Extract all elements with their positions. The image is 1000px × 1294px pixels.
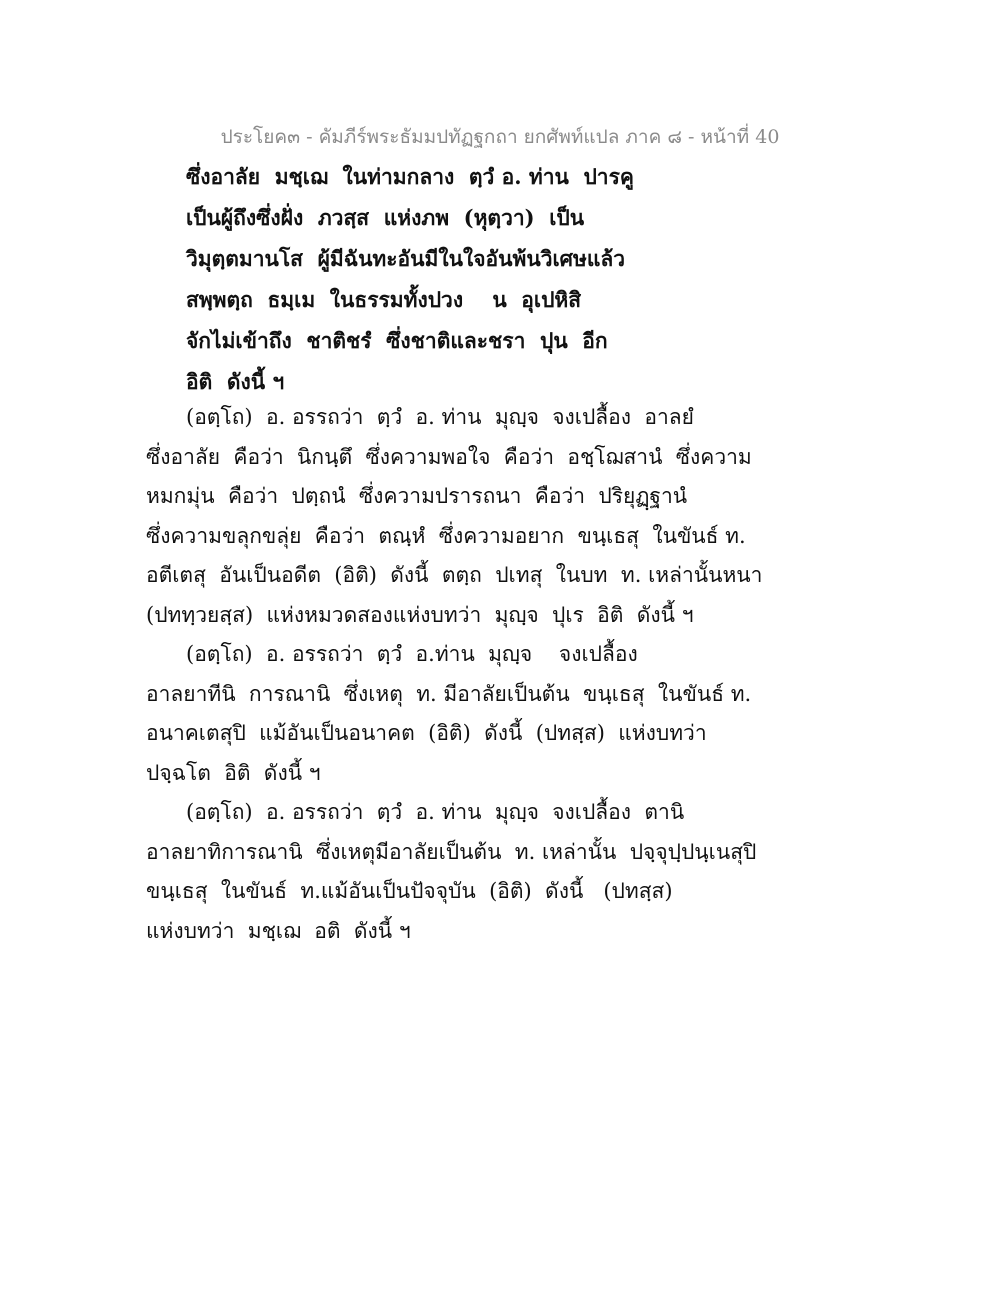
- text-line: ซึ่งอาลัย คือว่า นิกนฺตึ ซึ่งความพอใจ คือว่า อชฺโฌสานํ ซึ่งความ: [146, 444, 752, 469]
- text-line: แห่งบทว่า มชฺเฌ อติ ดังนี้ ฯ: [146, 918, 411, 943]
- verse-line: จักไม่เข้าถึง ชาติชรํ ซึ่งชาติและชรา ปุน อีก: [186, 328, 608, 353]
- verse-line: อิติ ดังนี้ ฯ: [186, 369, 285, 394]
- text-line: (ปททฺวยสฺส) แห่งหมวดสองแห่งบทว่า มุญฺจ ปุเร อิติ ดังนี้ ฯ: [146, 602, 694, 627]
- text-line: (อตฺโถ) อ. อรรถว่า ตฺวํ อ. ท่าน มุญฺจ จงเปลื้อง ตานิ: [186, 800, 685, 824]
- running-header: ประโยค๓ - คัมภีร์พระธัมมปทัฏฐกถา ยกศัพท์แปล ภาค ๘ - หน้าที่ 40: [220, 126, 780, 148]
- text-line: ปจฺฉโต อิติ ดังนี้ ฯ: [146, 760, 321, 785]
- text-line: (อตฺโถ) อ. อรรถว่า ตฺวํ อ.ท่าน มุญฺจ จงเปลื้อง: [186, 642, 638, 666]
- text-line: (อตฺโถ) อ. อรรถว่า ตฺวํ อ. ท่าน มุญฺจ จงเปลื้อง อาลยํ: [186, 405, 694, 429]
- verse-line: เป็นผู้ถึงซึ่งฝั่ง ภวสฺส แห่งภพ (หุตฺวา) เป็น: [186, 205, 585, 230]
- text-line: อาลยาทีนิ การณานิ ซึ่งเหตุ ท. มีอาลัยเป็นต้น ขนฺเธสุ ในขันธ์ ท.: [146, 681, 752, 706]
- text-line: อตีเตสุ อันเป็นอดีต (อิติ) ดังนี้ ตตฺถ ปเทสุ ในบท ท. เหล่านั้นหนา: [146, 563, 763, 587]
- text-line: อนาคเตสุปิ แม้อันเป็นอนาคต (อิติ) ดังนี้ (ปทสฺส) แห่งบทว่า: [146, 721, 707, 745]
- verse-line: วิมุตฺตมานโส ผู้มีฉันทะอันมีในใจอันพ้นวิเศษแล้ว: [186, 246, 626, 271]
- commentary-text: [146, 398, 763, 951]
- verse-line: ซึ่งอาลัย มชฺเฌ ในท่ามกลาง ตฺวํ อ. ท่าน ปารคู: [186, 164, 634, 189]
- text-line: ขนฺเธสุ ในขันธ์ ท.แม้อันเป็นปัจจุบัน (อิติ) ดังนี้ (ปทสฺส): [146, 879, 673, 903]
- text-line: อาลยาทิการณานิ ซึ่งเหตุมีอาลัยเป็นต้น ท. เหล่านั้น ปจฺจุปฺปนฺเนสุปิ: [146, 839, 757, 864]
- text-line: ซึ่งความขลุกขลุ่ย คือว่า ตณฺหํ ซึ่งความอยาก ขนฺเธสุ ในขันธ์ ท.: [146, 523, 746, 548]
- verse-block: [186, 156, 634, 402]
- text-line: หมกมุ่น คือว่า ปตฺถนํ ซึ่งความปรารถนา คือว่า ปริยุฏฺฐานํ: [146, 484, 688, 508]
- verse-line: สพฺพตฺถ ธมฺเม ในธรรมทั้งปวง น อุเปหิสิ: [186, 287, 582, 312]
